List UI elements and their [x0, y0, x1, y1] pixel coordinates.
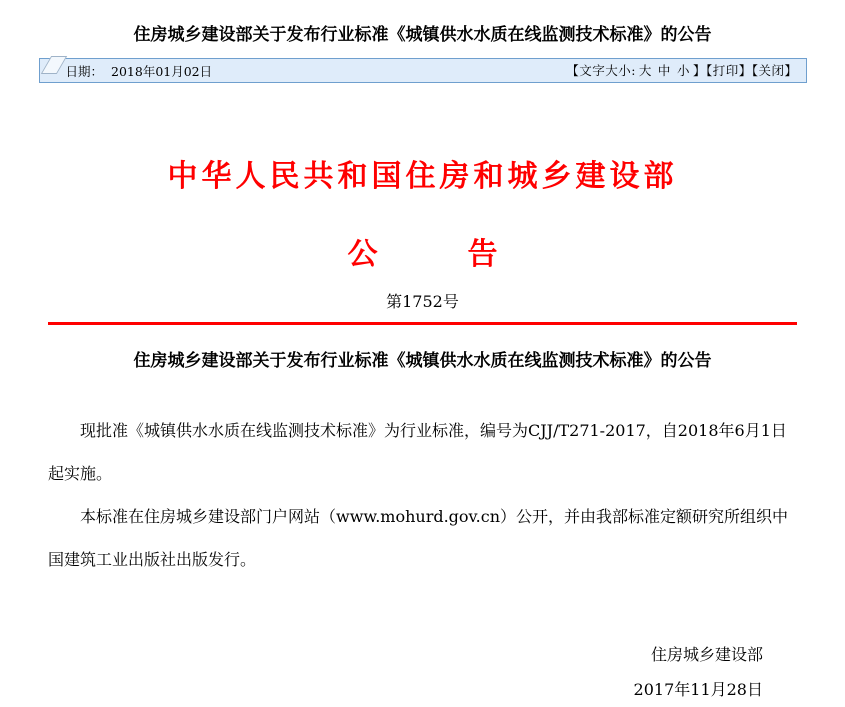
announcement-body: [48, 409, 797, 581]
font-size-medium-button[interactable]: 中: [657, 63, 671, 78]
signature-date: 2017年11月28日: [633, 680, 763, 699]
font-size-large-button[interactable]: 大: [638, 63, 652, 78]
announcement-paragraph-2: 本标准在住房城乡建设部门户网站（www.mohurd.gov.cn）公开，并由我部标准定额研究所组织中国建筑工业出版社出版发行。: [48, 507, 789, 569]
date-info: [66, 58, 213, 84]
font-size-label-close-bracket: 】: [692, 63, 706, 78]
announcement-type: 公 告: [347, 237, 498, 272]
signature-block: [48, 637, 797, 707]
announcement-heading: 住房城乡建设部关于发布行业标准《城镇供水水质在线监测技术标准》的公告: [133, 351, 712, 370]
announcement-document: [48, 157, 797, 707]
close-button[interactable]: 【关闭】: [751, 63, 798, 78]
font-size-label: 【文字大小:: [566, 63, 636, 78]
date-value: 2018年01月02日: [111, 63, 213, 79]
toolbar-actions: [566, 58, 797, 83]
signature-org: 住房城乡建设部: [650, 645, 763, 664]
print-button[interactable]: 【打印】: [705, 63, 752, 78]
date-label: 日期：: [65, 63, 104, 79]
font-size-small-button[interactable]: 小: [676, 63, 690, 78]
announcement-number: 第1752号: [386, 292, 459, 311]
page-fold-icon: [40, 56, 66, 74]
page-title: 住房城乡建设部关于发布行业标准《城镇供水水质在线监测技术标准》的公告: [133, 25, 712, 44]
red-divider: [48, 322, 797, 325]
announcement-org-title: 中华人民共和国住房和城乡建设部: [167, 159, 678, 194]
date-toolbar: [39, 58, 807, 83]
announcement-paragraph-1: 现批准《城镇供水水质在线监测技术标准》为行业标准，编号为CJJ/T271-2017，自2018年6月1日起实施。: [48, 421, 787, 483]
